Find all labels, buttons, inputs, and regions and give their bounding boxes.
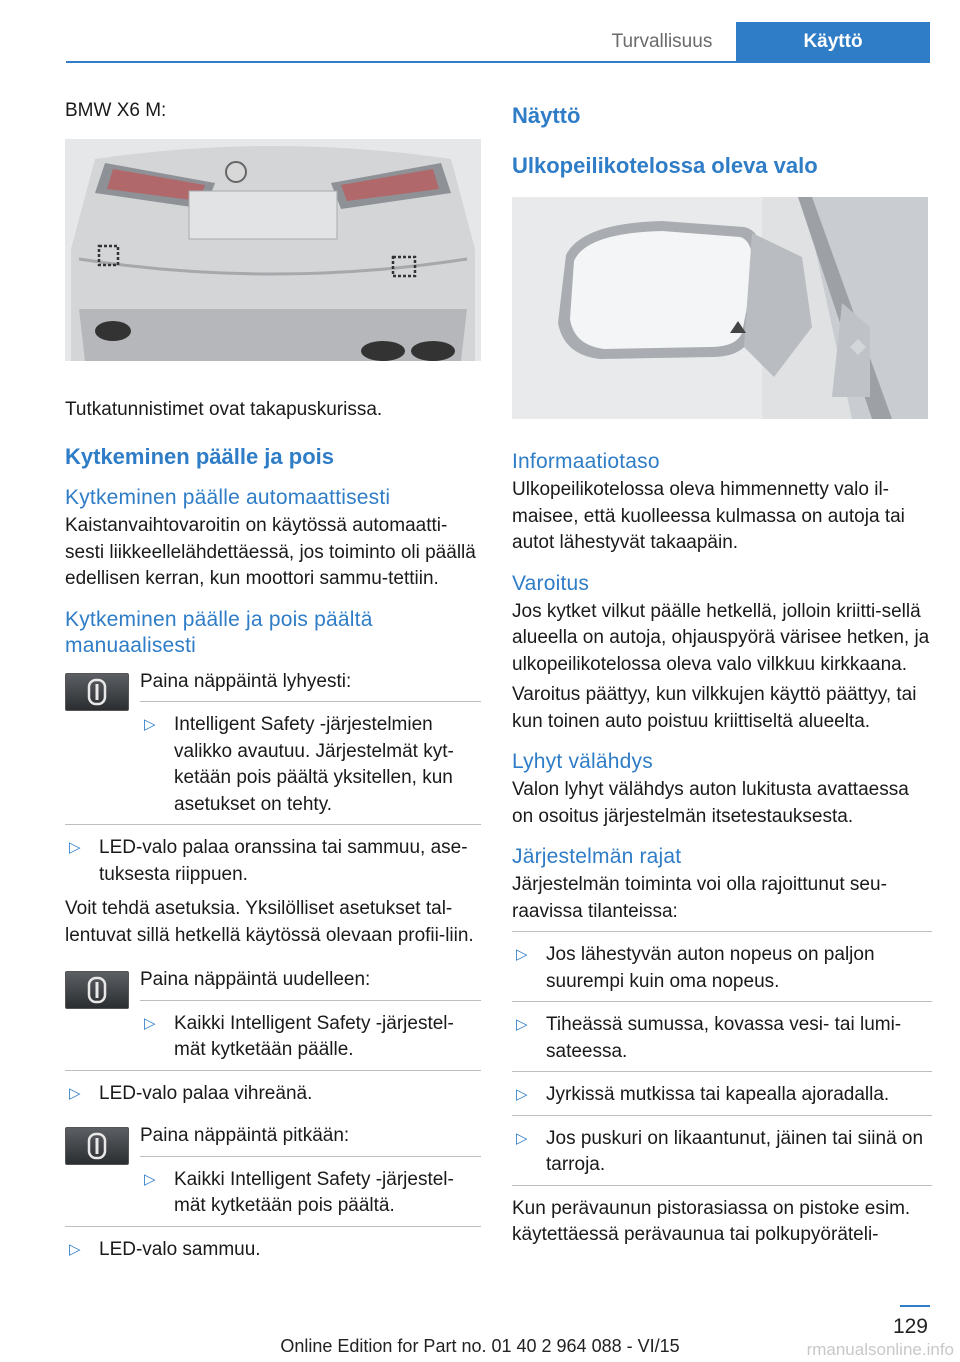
list-item: ▷ Tiheässä sumussa, kovassa vesi- tai lumi-sateessa. [516, 1014, 902, 1062]
list-item: ▷ Intelligent Safety -järjestelmien valikko avautuu. Järjestelmät kyt-ketään pois päältä yksitellen, kun asetukset on tehty. [144, 714, 454, 815]
paragraph-trailer: Kun perävaunun pistorasiassa on pistoke esim. käytettäessä perävaunua tai polkupyöräteli- [512, 1197, 911, 1245]
heading-kytkeminen: Kytkeminen päälle ja pois [65, 444, 334, 469]
list-item: ▷ Kaikki Intelligent Safety -järjestel-mät kytketään pois päältä. [144, 1168, 454, 1216]
paragraph-settings: Voit tehdä asetuksia. Yksilölliset asetukset tal-lentuvat sillä hetkellä käytössä olevaan profii-liin. [65, 898, 474, 946]
bullet-triangle-icon: ▷ [69, 1240, 81, 1258]
model-label: BMW X6 M: [65, 100, 167, 121]
side-mirror-illustration [512, 197, 928, 419]
paragraph-auto: Kaistanvaihtovaroitin on käytössä automaatti-sesti liikkeellelähdettäessä, jos toiminto oli päällä edellisen kerran, kun moottori sammu-tettiin. [65, 515, 476, 589]
edition-footer: Online Edition for Part no. 01 40 2 964 088 - VI/15 [280, 1336, 680, 1356]
divider [140, 1000, 481, 1001]
paragraph-info: Ulkopeilikotelossa oleva himmennetty valo il-maisee, että kuolleessa kulmassa on autoja tai autot lähestyvät takaapäin. [512, 479, 905, 553]
paragraph-warning-2: Varoitus päättyy, kun vilkkujen käyttö päättyy, tai kun toinen auto poistuu kriittiseltä alueelta. [512, 684, 917, 732]
left-column [65, 98, 481, 1263]
instruction-press-again: Paina näppäintä uudelleen: [140, 969, 371, 990]
bullet-triangle-icon: ▷ [69, 839, 81, 856]
bullet-triangle-icon: ▷ [144, 716, 156, 733]
rear-bumper-figure [65, 139, 481, 361]
button-instruction-again [65, 967, 481, 1064]
heading-naytto: Näyttö [512, 103, 581, 128]
footer-rule [900, 1305, 930, 1307]
bullet-triangle-icon: ▷ [69, 1084, 81, 1102]
heading-ulkopeili-valo: Ulkopeilikotelossa oleva valo [512, 153, 818, 178]
page-header [0, 0, 960, 64]
instruction-short-press: Paina näppäintä lyhyesti: [140, 670, 352, 692]
list-item: ▷ Jyrkissä mutkissa tai kapealla ajoradalla. [512, 1082, 932, 1109]
safety-icon [66, 1128, 128, 1164]
bullet-triangle-icon: ▷ [516, 1129, 528, 1147]
heading-automaattisesti: Kytkeminen päälle automaattisesti [65, 486, 391, 509]
list-item: ▷ Jos lähestyvän auton nopeus on paljon suurempi kuin oma nopeus. [516, 944, 875, 992]
list-item: ▷ Jos puskuri on likaantunut, jäinen tai siinä on tarroja. [516, 1127, 924, 1175]
list-item: ▷ LED-valo palaa oranssina tai sammuu, ase-tuksesta riippuen. [69, 837, 468, 885]
divider [65, 824, 481, 825]
watermark: rmanualsonline.info [806, 1340, 954, 1359]
intelligent-safety-button-icon [65, 673, 129, 711]
section-tab-turvallisuus: Turvallisuus [611, 31, 713, 52]
paragraph-flash: Valon lyhyt välähdys auton lukitusta avattaessa on osoitus järjestelmän itsetestauksesta. [512, 779, 909, 827]
right-column [512, 98, 932, 1249]
divider [140, 701, 481, 702]
button-instruction-short [65, 669, 481, 819]
figure-caption: Tutkatunnistimet ovat takapuskurissa. [65, 398, 383, 420]
heading-manuaalisesti: Kytkeminen päälle ja pois päältä manuaalisesti [65, 607, 373, 657]
divider [512, 931, 932, 932]
instruction-long-press: Paina näppäintä pitkään: [140, 1125, 350, 1146]
divider [512, 1071, 932, 1072]
intelligent-safety-button-icon [65, 1127, 129, 1165]
list-item: ▷ Kaikki Intelligent Safety -järjestel-mät kytketään päälle. [144, 1012, 454, 1060]
heading-rajat: Järjestelmän rajat [512, 845, 682, 868]
bullet-triangle-icon: ▷ [144, 1014, 156, 1032]
bullet-triangle-icon: ▷ [516, 1086, 528, 1103]
heading-lyhyt-valahdys: Lyhyt välähdys [512, 750, 653, 773]
mirror-figure [512, 197, 928, 419]
paragraph-warning-1: Jos kytket vilkut päälle hetkellä, jolloin kriitti-sellä alueella on autoja, ohjauspyörä värisee hetken, ja ulkopeilikotelossa oleva valo vilkkuu kirkkaana. [512, 600, 930, 675]
bullet-triangle-icon: ▷ [516, 1016, 528, 1033]
heading-informaatiotaso: Informaatiotaso [512, 450, 660, 473]
divider [512, 1115, 932, 1116]
divider [512, 1185, 932, 1186]
divider [140, 1156, 481, 1157]
list-item: ▷ LED-valo palaa vihreänä. [65, 1081, 481, 1108]
rear-bumper-illustration [65, 139, 481, 361]
button-instruction-long [65, 1123, 481, 1220]
page-number: 129 [892, 1315, 928, 1338]
safety-icon [66, 972, 128, 1008]
divider [65, 1070, 481, 1071]
bullet-triangle-icon: ▷ [144, 1170, 156, 1188]
list-item: ▷ LED-valo sammuu. [65, 1237, 481, 1264]
heading-varoitus: Varoitus [512, 571, 590, 595]
bullet-triangle-icon: ▷ [516, 946, 528, 963]
paragraph-limits: Järjestelmän toiminta voi olla rajoittunut seu-raavissa tilanteissa: [512, 874, 887, 922]
intelligent-safety-button-icon [65, 971, 129, 1009]
section-tab-kaytto: Käyttö [736, 22, 930, 61]
header-rule [66, 61, 930, 63]
safety-icon [66, 674, 128, 710]
divider [65, 1226, 481, 1227]
divider [512, 1001, 932, 1002]
